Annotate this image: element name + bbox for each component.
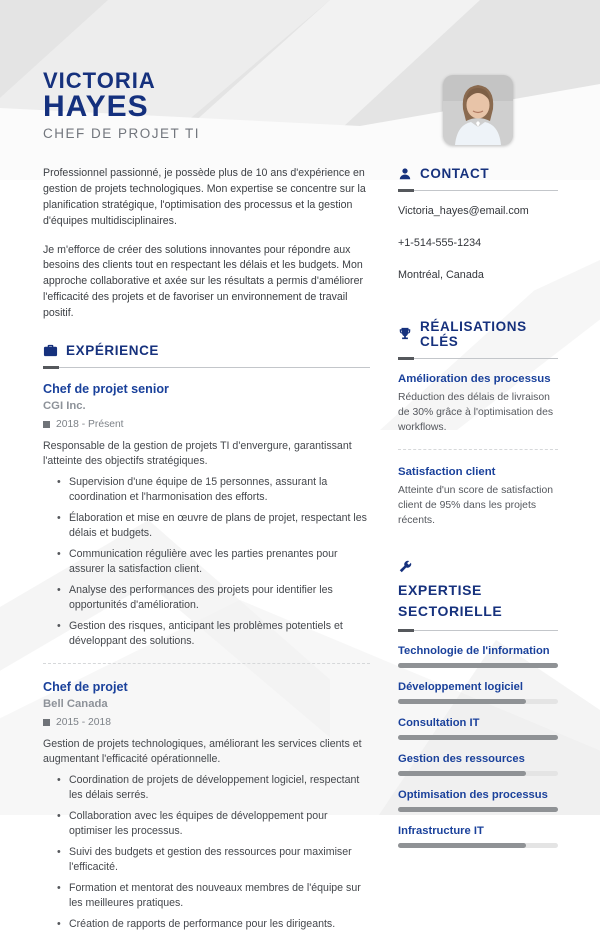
expertise-section-header xyxy=(398,560,558,621)
job-bullet: • Supervision d'une équipe de 15 personnes, assurant la coordination et l'harmonisation des efforts. xyxy=(57,475,370,505)
job-company: Bell Canada xyxy=(43,698,108,711)
skill-bar-track xyxy=(398,843,558,848)
job-bullet: • Coordination de projets de développement logiciel, respectant les délais serrés. xyxy=(57,773,370,803)
skill-item xyxy=(398,753,558,776)
skill-bar-fill xyxy=(398,663,558,668)
job-dates xyxy=(43,419,370,430)
job-dates xyxy=(43,717,370,728)
job-bullet: • Suivi des budgets et gestion des ressources pour maximiser l'efficacité. xyxy=(57,845,370,875)
skill-label: Consultation IT xyxy=(398,717,480,730)
achievement-item xyxy=(398,373,558,435)
job-title: Chef de projet senior xyxy=(43,382,169,397)
left-column xyxy=(43,166,370,938)
summary-paragraph-2: Je m'efforce de créer des solutions innovantes pour répondre aux besoins des clients tout en respectant les délais et les budgets. Mon approche collaborative et axée sur les résultats a permis d'améliorer l'efficacité des projets et de favoriser un environnement de travail positif. xyxy=(43,243,363,320)
skill-bar-track xyxy=(398,663,558,668)
achievement-text: Atteinte d'un score de satisfaction client de 95% dans les projets récents. xyxy=(398,485,554,527)
job-bullet: • Création de rapports de performance pour les dirigeants. xyxy=(57,917,370,932)
experience-entry xyxy=(43,382,370,649)
job-bullet-list xyxy=(57,773,370,932)
achievement-title: Amélioration des processus xyxy=(398,373,551,385)
right-column xyxy=(398,166,558,938)
skill-item xyxy=(398,645,558,668)
job-bullet: • Élaboration et mise en œuvre de plans de projet, respectant les délais et budgets. xyxy=(57,511,370,541)
achievement-text: Réduction des délais de livraison de 30% grâce à l'optimisation des workflows. xyxy=(398,392,554,434)
skill-label: Infrastructure IT xyxy=(398,825,484,838)
summary-paragraph-1: Professionnel passionné, je possède plus de 10 ans d'expérience en gestion de projets technologiques. Mon expertise se concentre sur la planification stratégique, l'optimisation des processus et la gestion d'équipes multidisciplinaires. xyxy=(43,167,366,227)
achievement-divider xyxy=(398,449,558,450)
section-title: RÉALISATIONS CLÉS xyxy=(420,319,527,349)
skill-bar-fill xyxy=(398,771,526,776)
date-range: 2015 - 2018 xyxy=(56,717,111,729)
experience-entry xyxy=(43,680,370,932)
section-divider xyxy=(43,367,370,368)
avatar xyxy=(443,75,513,145)
section-divider xyxy=(398,630,558,631)
achievement-title: Satisfaction client xyxy=(398,466,496,479)
job-bullet: • Communication régulière avec les parties prenantes pour assurer la satisfaction client. xyxy=(57,547,370,577)
job-bullet-list xyxy=(57,475,370,649)
job-company: CGI Inc. xyxy=(43,400,86,413)
date-range: 2018 - Présent xyxy=(56,419,124,431)
job-bullet: • Formation et mentorat des nouveaux membres de l'équipe sur les meilleures pratiques. xyxy=(57,881,370,911)
person-icon xyxy=(398,167,412,181)
resume-header xyxy=(43,0,600,160)
profile-photo xyxy=(443,75,513,145)
skill-bar-track xyxy=(398,735,558,740)
job-description: Gestion de projets technologiques, améliorant les services clients et augmentant l'efficacité opérationnelle. xyxy=(43,738,362,766)
skill-item xyxy=(398,825,558,848)
skill-bar-track xyxy=(398,771,558,776)
skill-bar-fill xyxy=(398,843,526,848)
skill-item xyxy=(398,681,558,704)
section-divider xyxy=(398,358,558,359)
wrench-icon xyxy=(398,560,412,574)
job-bullet: • Gestion des risques, anticipant les problèmes potentiels et développant des solutions. xyxy=(57,619,370,649)
skill-label: Développement logiciel xyxy=(398,681,523,694)
achievement-item xyxy=(398,466,558,528)
trophy-icon xyxy=(398,327,412,341)
section-divider xyxy=(398,190,558,191)
job-title-subtitle: CHEF DE PROJET TI xyxy=(43,126,201,141)
last-name: HAYES xyxy=(43,90,149,123)
first-name: VICTORIA xyxy=(43,68,156,93)
briefcase-icon xyxy=(43,343,58,358)
contact-section-header xyxy=(398,166,558,181)
calendar-square-icon xyxy=(43,719,50,726)
job-bullet: • Collaboration avec les équipes de développement pour optimiser les processus. xyxy=(57,809,370,839)
contact-location: Montréal, Canada xyxy=(398,269,484,281)
skill-bar-fill xyxy=(398,699,526,704)
contact-phone[interactable]: +1-514-555-1234 xyxy=(398,237,482,249)
skill-item xyxy=(398,717,558,740)
skill-bar-track xyxy=(398,807,558,812)
achievements-section-header xyxy=(398,319,558,349)
experience-section-header xyxy=(43,343,370,358)
section-title: EXPERTISE SECTORIELLE xyxy=(398,582,503,619)
skill-bar-track xyxy=(398,699,558,704)
job-description: Responsable de la gestion de projets TI d'envergure, garantissant l'atteinte des objectifs stratégiques. xyxy=(43,440,352,468)
skill-bar-fill xyxy=(398,735,558,740)
job-title: Chef de projet xyxy=(43,680,128,695)
skill-label: Technologie de l'information xyxy=(398,645,550,658)
skill-label: Optimisation des processus xyxy=(398,789,548,802)
section-title: EXPÉRIENCE xyxy=(66,343,160,359)
section-title: CONTACT xyxy=(420,166,490,181)
job-bullet: • Analyse des performances des projets pour identifier les opportunités d'amélioration. xyxy=(57,583,370,613)
calendar-square-icon xyxy=(43,421,50,428)
skill-item xyxy=(398,789,558,812)
entry-divider xyxy=(43,663,370,664)
skill-bar-fill xyxy=(398,807,558,812)
skill-label: Gestion des ressources xyxy=(398,753,525,766)
contact-email[interactable]: Victoria_hayes@email.com xyxy=(398,205,529,217)
